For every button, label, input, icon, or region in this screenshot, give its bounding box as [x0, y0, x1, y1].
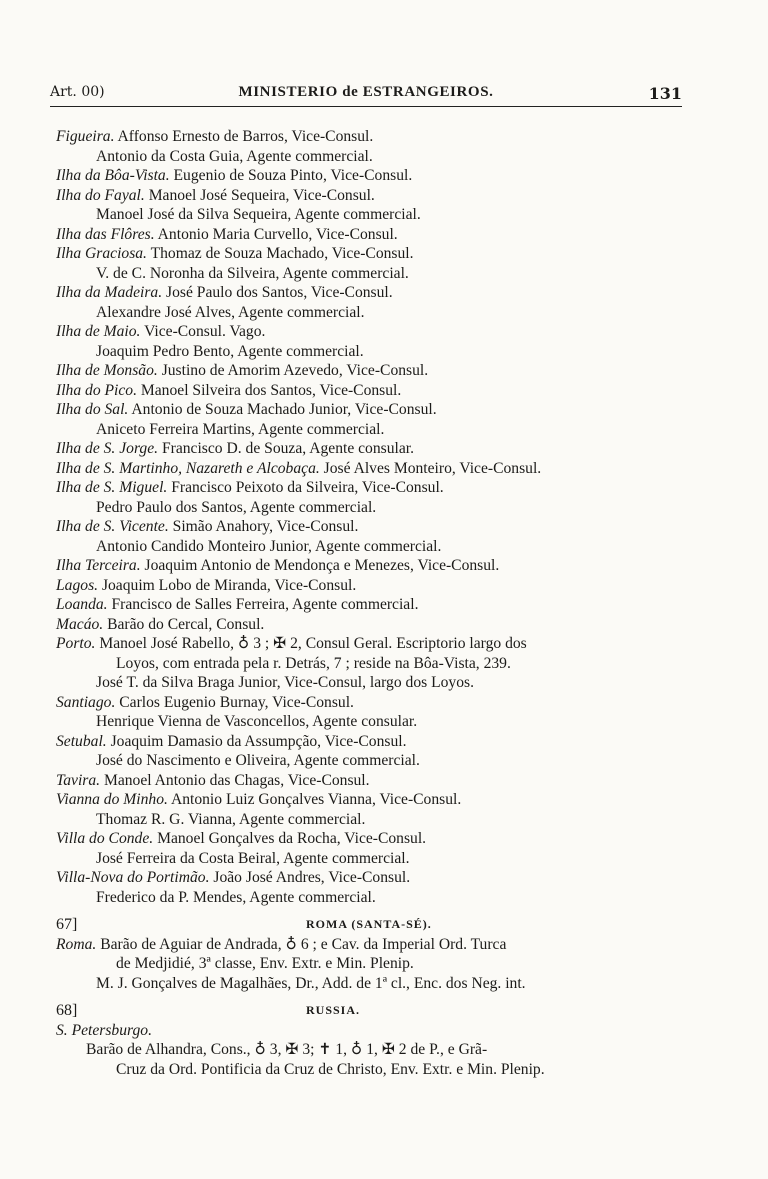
entry-line — [56, 537, 696, 557]
entry-line — [56, 868, 696, 888]
entry-text: Manoel Gonçalves da Rocha, Vice-Consul. — [157, 830, 427, 847]
entry-text: Eugenio de Souza Pinto, Vice-Consul. — [173, 167, 413, 184]
entry-line — [56, 673, 696, 693]
entry-text: Frederico da P. Mendes, Agente commercial. — [96, 888, 376, 906]
entry-line — [56, 205, 696, 225]
place-name: Ilha de S. Martinho, Nazareth e Alcobaça. — [56, 459, 320, 477]
entry-line — [56, 634, 696, 654]
place-name: Porto. — [56, 635, 96, 652]
entry-text: Manoel José Sequeira, Vice-Consul. — [148, 186, 375, 204]
entry-line — [56, 935, 696, 955]
entry-text: Joaquim Damasio da Assumpção, Vice-Consul. — [110, 732, 407, 750]
place-name: Ilha da Madeira. — [56, 284, 163, 301]
place-name: Ilha de S. Miguel. — [56, 479, 168, 496]
entry-line — [56, 810, 696, 830]
place-name: Figueira. — [56, 128, 115, 145]
entry-line: Barão de Alhandra, Cons., ♁ 3, ✠ 3; ✝ 1, ♁ 1, ✠ 2 de P., e Grã- — [86, 1041, 488, 1058]
section-number: 67] — [56, 916, 78, 933]
article-ref: Art. 00) — [50, 84, 105, 100]
entry-text: Francisco Peixoto da Silveira, Vice-Consul. — [171, 479, 444, 496]
entry-text: Henrique Vienna de Vasconcellos, Agente consular. — [96, 713, 418, 730]
entry-text: Antonio Maria Curvello, Vice-Consul. — [157, 225, 398, 243]
entry-text: Manoel José da Silva Sequeira, Agente commercial. — [96, 206, 421, 223]
entry-line — [56, 283, 696, 303]
entry-text: V. de C. Noronha da Silveira, Agente commercial. — [96, 264, 409, 282]
place-name: Lagos. — [56, 576, 99, 594]
section-number: 68] — [56, 1002, 78, 1019]
entry-line — [56, 849, 696, 869]
entry-text: Thomaz R. G. Vianna, Agente commercial. — [96, 810, 366, 828]
entry-line — [56, 693, 696, 713]
entry-line — [56, 225, 696, 245]
section-heading-roma — [56, 915, 696, 935]
section-name: RUSSIA. — [306, 1003, 361, 1017]
page-title: MINISTERIO de ESTRANGEIROS. — [238, 84, 494, 100]
entry-text: José Paulo dos Santos, Vice-Consul. — [166, 284, 393, 301]
entry-text: Manoel José Rabello, ♁ 3 ; ✠ 2, Consul Geral. Escriptorio largo dos — [99, 635, 527, 652]
entry-text: Barão de Aguiar de Andrada, ♁ 6 ; e Cav. da Imperial Ord. Turca — [100, 935, 507, 953]
entry-line — [56, 771, 696, 791]
place-name: Ilha do Pico. — [56, 381, 137, 399]
entry-text: Manoel Silveira dos Santos, Vice-Consul. — [140, 381, 402, 399]
entry-text: Justino de Amorim Azevedo, Vice-Consul. — [161, 362, 429, 379]
entry-text: Francisco de Salles Ferreira, Agente commercial. — [111, 596, 419, 613]
entry-text: Joaquim Lobo de Miranda, Vice-Consul. — [101, 576, 357, 594]
place-name: Villa-Nova do Portimão. — [56, 869, 210, 886]
place-name: Setubal. — [56, 732, 107, 750]
entry-text: Aniceto Ferreira Martins, Agente commercial. — [96, 420, 385, 438]
entry-text: Joaquim Antonio de Mendonça e Menezes, Vice-Consul. — [144, 557, 500, 574]
entry-line — [56, 303, 696, 323]
document-body — [56, 127, 696, 1079]
place-name: Ilha do Sal. — [56, 401, 129, 418]
entry-text: Carlos Eugenio Burnay, Vice-Consul. — [119, 693, 354, 711]
place-name: Ilha do Fayal. — [56, 186, 145, 204]
place-name: S. Petersburgo. — [56, 1021, 153, 1039]
entry-line — [56, 1021, 696, 1041]
entry-line — [56, 400, 696, 420]
place-name: Macáo. — [56, 615, 104, 633]
entry-text: Thomaz de Souza Machado, Vice-Consul. — [150, 245, 414, 262]
entry-text: Simão Anahory, Vice-Consul. — [172, 518, 359, 535]
entry-line — [56, 322, 696, 342]
entry-line — [56, 127, 696, 147]
place-name: Ilha das Flôres. — [56, 225, 155, 243]
entry-line — [56, 166, 696, 186]
entry-line — [56, 556, 696, 576]
entry-text: Antonio Luiz Gonçalves Vianna, Vice-Consul. — [170, 791, 462, 808]
place-name: Santiago. — [56, 693, 116, 711]
place-name: Ilha de S. Jorge. — [56, 440, 159, 457]
entry-line — [56, 459, 696, 479]
entry-text: Antonio Candido Monteiro Junior, Agente commercial. — [96, 537, 442, 555]
entry-line — [56, 478, 696, 498]
entry-text: José do Nascimento e Oliveira, Agente commercial. — [96, 752, 420, 769]
place-name: Roma. — [56, 935, 97, 953]
entry-line — [56, 264, 696, 284]
entry-line — [56, 342, 696, 362]
entry-text: Barão do Cercal, Consul. — [107, 615, 265, 633]
entry-text: José Alves Monteiro, Vice-Consul. — [323, 459, 542, 477]
entry-text: João José Andres, Vice-Consul. — [213, 869, 411, 886]
entry-text: Antonio da Costa Guia, Agente commercial. — [96, 147, 373, 165]
entry-line — [56, 829, 696, 849]
place-name: Villa do Conde. — [56, 830, 154, 847]
entry-line — [56, 381, 696, 401]
place-name: Ilha de Maio. — [56, 323, 141, 340]
entry-line — [56, 186, 696, 206]
entry-line: M. J. Gonçalves de Magalhães, Dr., Add. de 1ª cl., Enc. dos Neg. int. — [96, 974, 526, 992]
entry-continuation: de Medjidié, 3ª classe, Env. Extr. e Min. Plenip. — [116, 955, 414, 972]
page-number: 131 — [648, 84, 682, 103]
place-name: Ilha Terceira. — [56, 557, 141, 574]
entry-text: Pedro Paulo dos Santos, Agente commercial. — [96, 498, 377, 516]
place-name: Loanda. — [56, 596, 108, 613]
entry-text: Joaquim Pedro Bento, Agente commercial. — [96, 342, 364, 360]
section-heading-russia — [56, 1001, 696, 1021]
place-name: Ilha da Bôa-Vista. — [56, 167, 170, 184]
entry-text: Antonio de Souza Machado Junior, Vice-Consul. — [131, 401, 437, 418]
entry-line — [56, 576, 696, 596]
place-name: Vianna do Minho. — [56, 791, 168, 808]
entry-line — [56, 498, 696, 518]
entry-line — [56, 517, 696, 537]
entry-text: Affonso Ernesto de Barros, Vice-Consul. — [117, 128, 374, 145]
entry-line — [56, 732, 696, 752]
entry-line — [56, 361, 696, 381]
entry-text: Loyos, com entrada pela r. Detrás, 7 ; reside na Bôa-Vista, 239. — [116, 654, 511, 672]
place-name: Tavira. — [56, 771, 101, 789]
place-name: Ilha de S. Vicente. — [56, 518, 169, 535]
entry-line — [56, 654, 696, 674]
entry-line — [56, 751, 696, 771]
place-name: Ilha de Monsão. — [56, 362, 158, 379]
entry-line — [56, 888, 696, 908]
entry-line — [56, 147, 696, 167]
entry-line — [56, 420, 696, 440]
entry-line — [56, 615, 696, 635]
entry-line — [56, 595, 696, 615]
consul-entries — [56, 127, 696, 907]
entry-text: Alexandre José Alves, Agente commercial. — [96, 303, 365, 321]
entry-text: José Ferreira da Costa Beiral, Agente commercial. — [96, 849, 410, 867]
entry-text: Francisco D. de Souza, Agente consular. — [161, 440, 415, 457]
page-header — [50, 84, 682, 107]
section-name: ROMA (SANTA-SÉ). — [306, 917, 432, 931]
entry-line — [56, 244, 696, 264]
entry-line — [56, 712, 696, 732]
entry-text: Vice-Consul. Vago. — [144, 323, 266, 340]
place-name: Ilha Graciosa. — [56, 245, 147, 262]
entry-text: Manoel Antonio das Chagas, Vice-Consul. — [103, 771, 370, 789]
entry-continuation: Cruz da Ord. Pontificia da Cruz de Christo, Env. Extr. e Min. Plenip. — [116, 1060, 545, 1078]
entry-text: José T. da Silva Braga Junior, Vice-Consul, largo dos Loyos. — [96, 674, 474, 691]
entry-line — [56, 439, 696, 459]
entry-line — [56, 790, 696, 810]
